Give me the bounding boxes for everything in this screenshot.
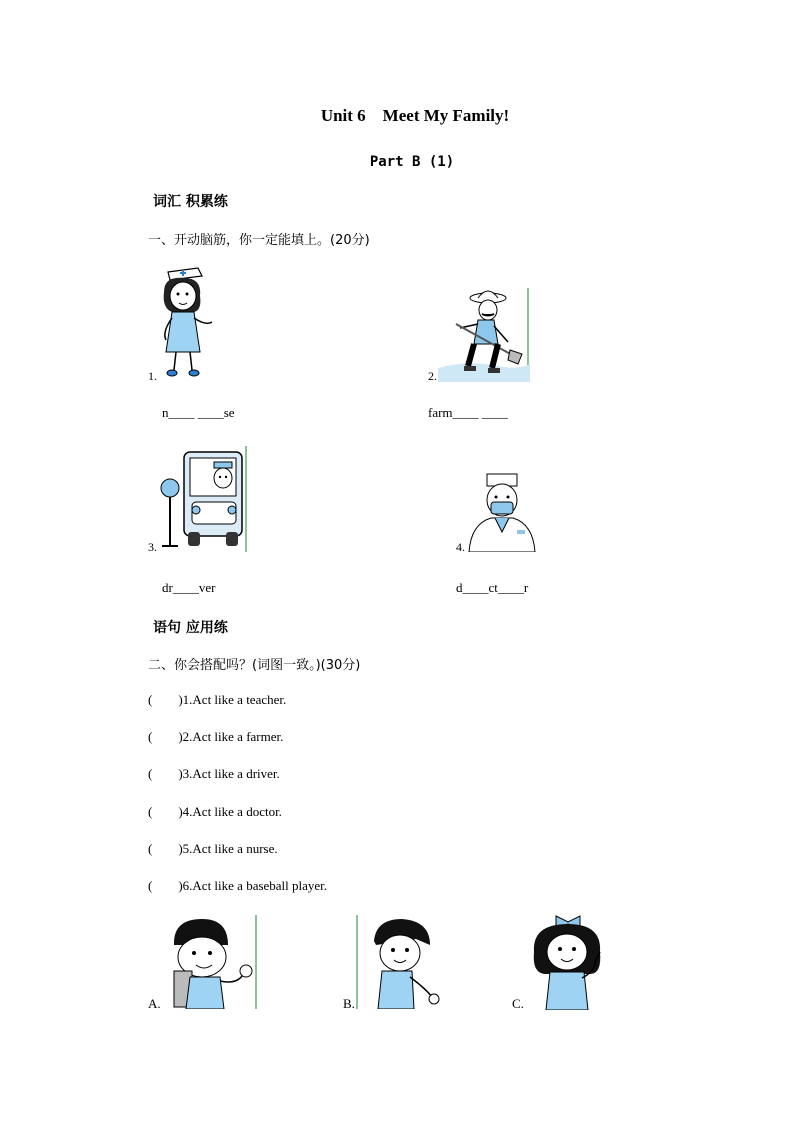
driver-picture xyxy=(158,446,248,552)
item-number: 4. xyxy=(456,540,465,554)
item-number: 1. xyxy=(148,369,157,383)
match-sentence: ( )3.Act like a driver. xyxy=(148,766,280,781)
match-sentence: ( )5.Act like a nurse. xyxy=(148,841,278,856)
girl-with-bow-picture xyxy=(524,912,610,1010)
farmer-picture xyxy=(438,288,530,382)
nurse-picture xyxy=(158,262,220,380)
item-blank: n____ ____se xyxy=(162,405,235,420)
match-sentence: ( )1.Act like a teacher. xyxy=(148,692,287,707)
page-subtitle: Part B (1) xyxy=(369,154,455,170)
doctor-picture xyxy=(465,472,539,552)
option-label: C. xyxy=(512,996,524,1011)
match-sentence: ( )2.Act like a farmer. xyxy=(148,729,284,744)
boy-with-backpack-picture xyxy=(160,915,258,1009)
item-blank: d____ct____r xyxy=(456,580,529,595)
item-blank: dr____ver xyxy=(162,580,216,595)
match-sentence: ( )6.Act like a baseball player. xyxy=(148,878,328,893)
page-title: Unit 6 Meet My Family! xyxy=(320,106,510,125)
item-number: 3. xyxy=(148,540,157,554)
item-number: 2. xyxy=(428,369,437,383)
option-label: A. xyxy=(148,996,161,1011)
option-label: B. xyxy=(343,996,355,1011)
section2-question: 二、你会搭配吗？(词图一致。)(30分) xyxy=(148,658,361,673)
boy-pointing-picture xyxy=(356,915,448,1009)
section1-heading: 词汇 积累练 xyxy=(153,194,228,210)
match-sentence: ( )4.Act like a doctor. xyxy=(148,804,282,819)
section1-question: 一、开动脑筋，你一定能填上。(20分) xyxy=(148,233,370,248)
item-blank: farm____ ____ xyxy=(428,405,508,420)
section2-heading: 语句 应用练 xyxy=(153,620,228,636)
